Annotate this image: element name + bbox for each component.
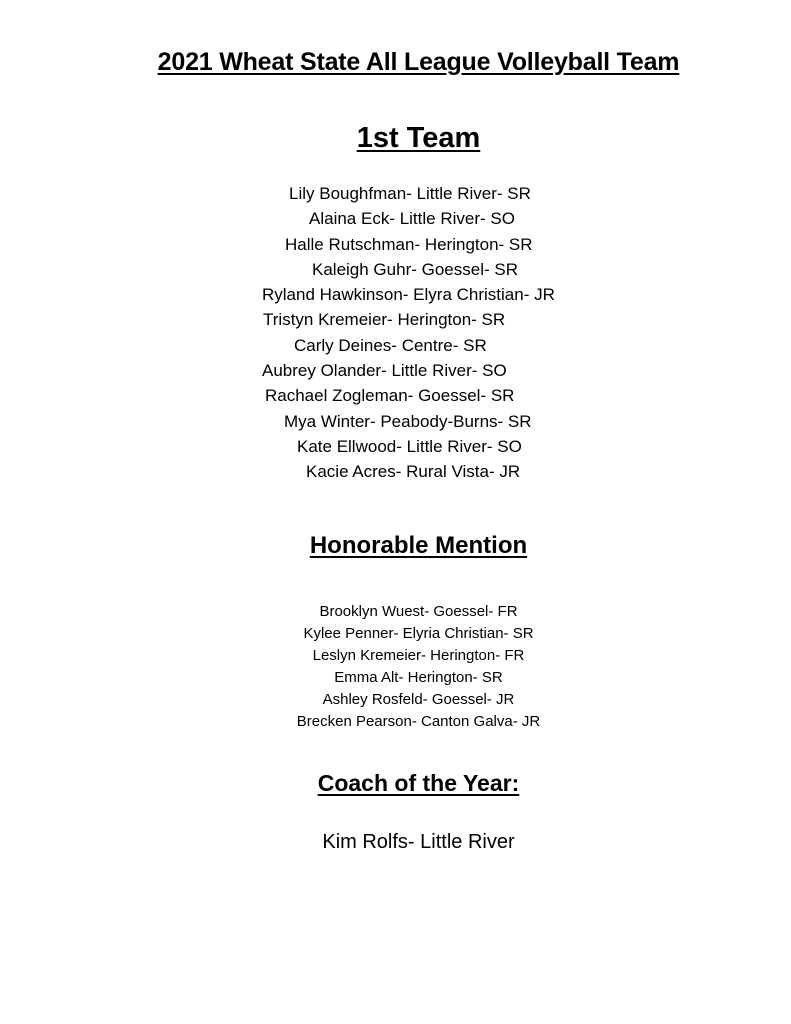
document-title: 2021 Wheat State All League Volleyball Team [157, 48, 680, 76]
first-team-player: Kacie Acres- Rural Vista- JR [306, 462, 521, 482]
list-item [0, 333, 791, 358]
list-item [0, 232, 791, 257]
list-item: Leslyn Kremeier- Herington- FR [312, 647, 525, 664]
list-item [0, 307, 791, 332]
list-item: Ashley Rosfeld- Goessel- JR [322, 691, 515, 708]
list-item: Brooklyn Wuest- Goessel- FR [319, 603, 518, 620]
first-team-player: Mya Winter- Peabody-Burns- SR [284, 411, 532, 431]
first-team-player: Kaleigh Guhr- Goessel- SR [312, 259, 518, 279]
list-item [0, 257, 791, 282]
first-team-player: Lily Boughfman- Little River- SR [289, 184, 531, 203]
list-item [0, 459, 791, 484]
list-item [0, 181, 791, 206]
first-team-player: Halle Rutschman- Herington- SR [285, 234, 533, 254]
honorable-mention-list [0, 601, 791, 733]
list-item [0, 434, 791, 459]
first-team-player: Kate Ellwood- Little River- SO [297, 436, 522, 456]
honorable-mention-heading: Honorable Mention [309, 532, 528, 559]
list-item [0, 409, 791, 434]
list-item [0, 358, 791, 383]
first-team-player: Rachael Zogleman- Goessel- SR [265, 386, 515, 406]
first-team-player: Aubrey Olander- Little River- SO [262, 361, 507, 381]
first-team-list [0, 181, 791, 485]
coach-of-the-year-name: Kim Rolfs- Little River [322, 831, 515, 853]
first-team-player: Tristyn Kremeier- Herington- SR [263, 310, 506, 330]
first-team-heading: 1st Team [356, 122, 481, 154]
list-item [0, 282, 791, 307]
list-item [0, 383, 791, 408]
first-team-player: Alaina Eck- Little River- SO [309, 209, 515, 229]
first-team-player: Carly Deines- Centre- SR [294, 335, 487, 355]
list-item: Emma Alt- Herington- SR [334, 669, 503, 686]
list-item: Kylee Penner- Elyria Christian- SR [303, 625, 534, 642]
first-team-player: Ryland Hawkinson- Elyra Christian- JR [262, 285, 555, 305]
list-item: Brecken Pearson- Canton Galva- JR [296, 713, 541, 730]
list-item [0, 206, 791, 231]
coach-of-the-year-heading: Coach of the Year: [317, 770, 520, 796]
